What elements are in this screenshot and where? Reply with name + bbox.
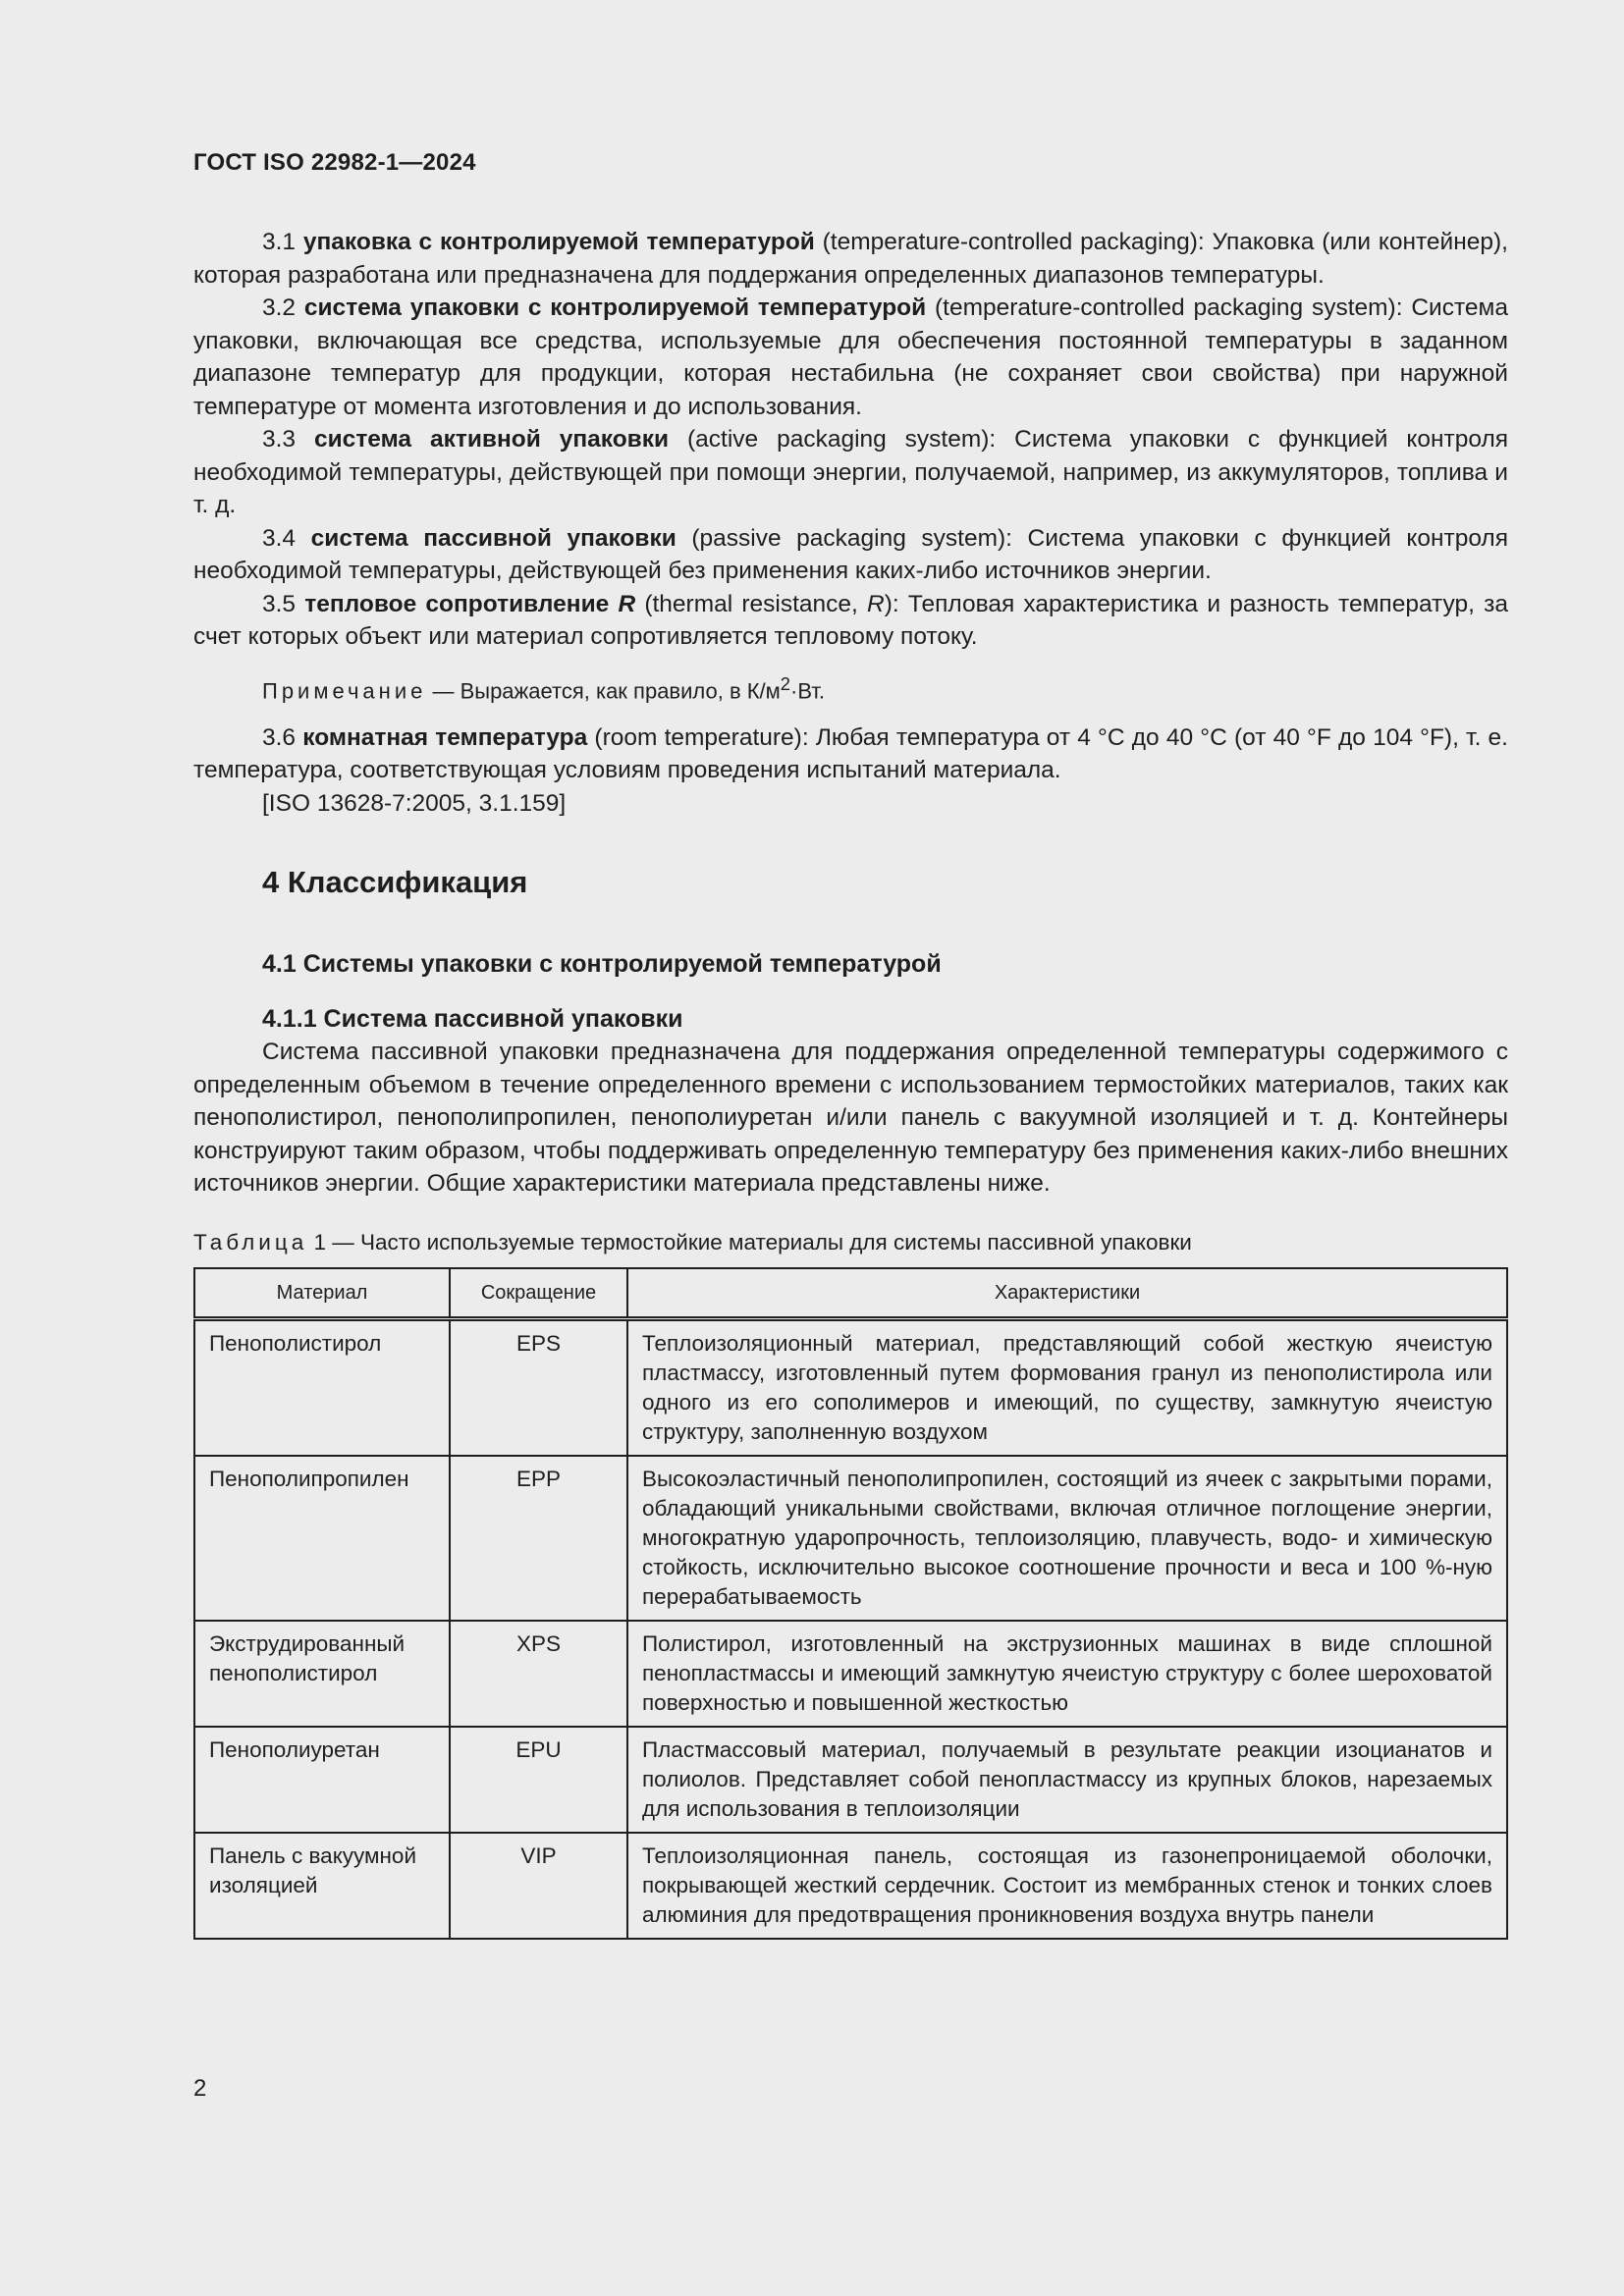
term-title: система пассивной упаковки bbox=[310, 524, 677, 552]
cell-abbreviation: EPP bbox=[450, 1456, 627, 1621]
term-3-6 bbox=[193, 721, 1508, 787]
cell-abbreviation: VIP bbox=[450, 1833, 627, 1939]
table-row bbox=[194, 1833, 1507, 1939]
term-3-5 bbox=[193, 588, 1508, 654]
term-number: 3.5 bbox=[262, 590, 297, 617]
term-definition: (active packaging system): Система упаковки с функцией контроля необходимой температуры, действующей при помощи энергии, получаемой, например, из аккумуляторов, топлива и т. д. bbox=[193, 426, 1509, 518]
column-header-material: Материал bbox=[194, 1268, 450, 1319]
term-number: 3.4 bbox=[262, 524, 297, 552]
note-label: Примечание bbox=[262, 677, 427, 703]
term-definition: (temperature-controlled packaging): Упаковка (или контейнер), которая разработана или предназначена для поддержания определенных диапазонов температуры. bbox=[193, 229, 1508, 289]
cell-material: Панель с вакуумной изоляцией bbox=[194, 1833, 450, 1939]
note-text: Выражается, как правило, в К/м bbox=[460, 677, 781, 703]
table-caption-label: Таблица bbox=[193, 1229, 308, 1255]
term-title: упаковка с контролируемой температурой bbox=[302, 229, 815, 255]
cell-description: Теплоизоляционная панель, состоящая из газонепроницаемой оболочки, покрывающей жесткий сердечник. Состоит из мембранных стенок и тонких слоев алюминия для предотвращения проникновения воздуха внутрь панели bbox=[627, 1833, 1507, 1939]
term-definition: (passive packaging system): Система упаковки с функцией контроля необходимой температуры, действующей без применения каких-либо источников энергии. bbox=[193, 524, 1508, 584]
term-definition-b: ): Тепловая характеристика и разность температур, за счет которых объект или материал сопротивляется тепловому потоку. bbox=[193, 590, 1508, 650]
page-number: 2 bbox=[193, 2075, 207, 2102]
section-paragraph: Система пассивной упаковки предназначена для поддержания определенной температуры содержимого с определенным объемом в течение определенного времени с использованием термостойких материалов, таких как пенополистирол, пенополипропилен, пенополиуретан и/или панель с вакуумной изоляцией и т. д. Контейнеры конструируют таким образом, чтобы поддерживать определенную температуру без применения каких-либо внешних источников энергии. Общие характеристики материала представлены ниже. bbox=[193, 1039, 1508, 1198]
table-row bbox=[194, 1456, 1507, 1621]
table-row bbox=[194, 1318, 1507, 1456]
page-content bbox=[193, 226, 1508, 1940]
term-3-4 bbox=[193, 522, 1508, 588]
cell-description: Полистирол, изготовленный на экструзионных машинах в виде сплошной пенопластмассы и имеющий замкнутую ячеистую структуру с более шероховатой поверхностью и повышенной жесткостью bbox=[627, 1621, 1507, 1727]
cell-abbreviation: EPS bbox=[450, 1318, 627, 1456]
term-title: тепловое сопротивление bbox=[304, 590, 610, 617]
cell-abbreviation: XPS bbox=[450, 1621, 627, 1727]
cell-material: Пенополистирол bbox=[194, 1318, 450, 1456]
document-header: ГОСТ ISO 22982-1—2024 bbox=[193, 149, 476, 176]
term-3-3 bbox=[193, 423, 1508, 522]
note bbox=[262, 669, 1508, 706]
subsubsection-heading: 4.1.1 Система пассивной упаковки bbox=[262, 1005, 683, 1034]
table-row bbox=[194, 1621, 1507, 1727]
term-source: [ISO 13628-7:2005, 3.1.159] bbox=[262, 789, 567, 817]
cell-material: Пенополиуретан bbox=[194, 1727, 450, 1833]
cell-description: Высокоэластичный пенополипропилен, состоящий из ячеек с закрытыми порами, обладающий уникальными свойствами, включая отличное поглощение энергии, многократную ударопрочность, теплоизоляцию, плавучесть, водо- и химическую стойкость, исключительно высокое соотношение прочности и веса и 100 %-ную перерабатываемость bbox=[627, 1456, 1507, 1621]
cell-description: Пластмассовый материал, получаемый в результате реакции изоцианатов и полиолов. Представляет собой пенопластмассу из крупных блоков, нарезаемых для использования в теплоизоляции bbox=[627, 1727, 1507, 1833]
term-symbol: R bbox=[618, 590, 636, 617]
note-dash: — bbox=[426, 677, 460, 703]
term-title: система активной упаковки bbox=[314, 426, 670, 453]
term-number: 3.3 bbox=[262, 426, 297, 453]
term-definition-a: (thermal resistance, bbox=[635, 590, 868, 617]
term-3-2 bbox=[193, 292, 1508, 423]
term-3-1 bbox=[193, 226, 1508, 292]
table-header-row bbox=[194, 1268, 1507, 1319]
term-title: система упаковки с контролируемой температурой bbox=[303, 294, 927, 321]
cell-material: Пенополипропилен bbox=[194, 1456, 450, 1621]
note-text-end: ·Вт. bbox=[790, 677, 826, 703]
subsection-heading: 4.1 Системы упаковки с контролируемой температурой bbox=[262, 950, 942, 979]
term-number: 3.1 bbox=[262, 229, 297, 255]
term-number: 3.2 bbox=[262, 294, 297, 321]
term-definition: (temperature-controlled packaging system): Система упаковки, включающая все средства, используемые для обеспечения постоянной температуры в заданном диапазоне температур для продукции, которая нестабильна (не сохраняет свои свойства) при наружной температуре от момента изготовления и до использования. bbox=[193, 294, 1508, 420]
section-heading: 4 Классификация bbox=[262, 865, 528, 900]
table-caption bbox=[193, 1228, 1508, 1257]
cell-abbreviation: EPU bbox=[450, 1727, 627, 1833]
term-symbol-inline: R bbox=[867, 590, 885, 617]
term-definition: (room temperature): Любая температура от 4 °C до 40 °C (от 40 °F до 104 °F), т. е. температура, соответствующая условиям проведения испытаний материала. bbox=[193, 723, 1508, 784]
term-number: 3.6 bbox=[262, 723, 297, 751]
table-caption-text: 1 — Часто используемые термостойкие материалы для системы пассивной упаковки bbox=[307, 1229, 1192, 1255]
cell-description: Теплоизоляционный материал, представляющий собой жесткую ячеистую пластмассу, изготовленный путем формования гранул из пенополистирола или одного из его сополимеров и имеющий, по существу, замкнутую ячеистую структуру, заполненную воздухом bbox=[627, 1318, 1507, 1456]
materials-table bbox=[193, 1267, 1508, 1940]
note-superscript: 2 bbox=[780, 672, 790, 694]
column-header-characteristics: Характеристики bbox=[627, 1268, 1507, 1319]
column-header-abbreviation: Сокращение bbox=[450, 1268, 627, 1319]
term-title: комнатная температура bbox=[302, 723, 588, 751]
cell-material: Экструдированный пенополистирол bbox=[194, 1621, 450, 1727]
table-row bbox=[194, 1727, 1507, 1833]
